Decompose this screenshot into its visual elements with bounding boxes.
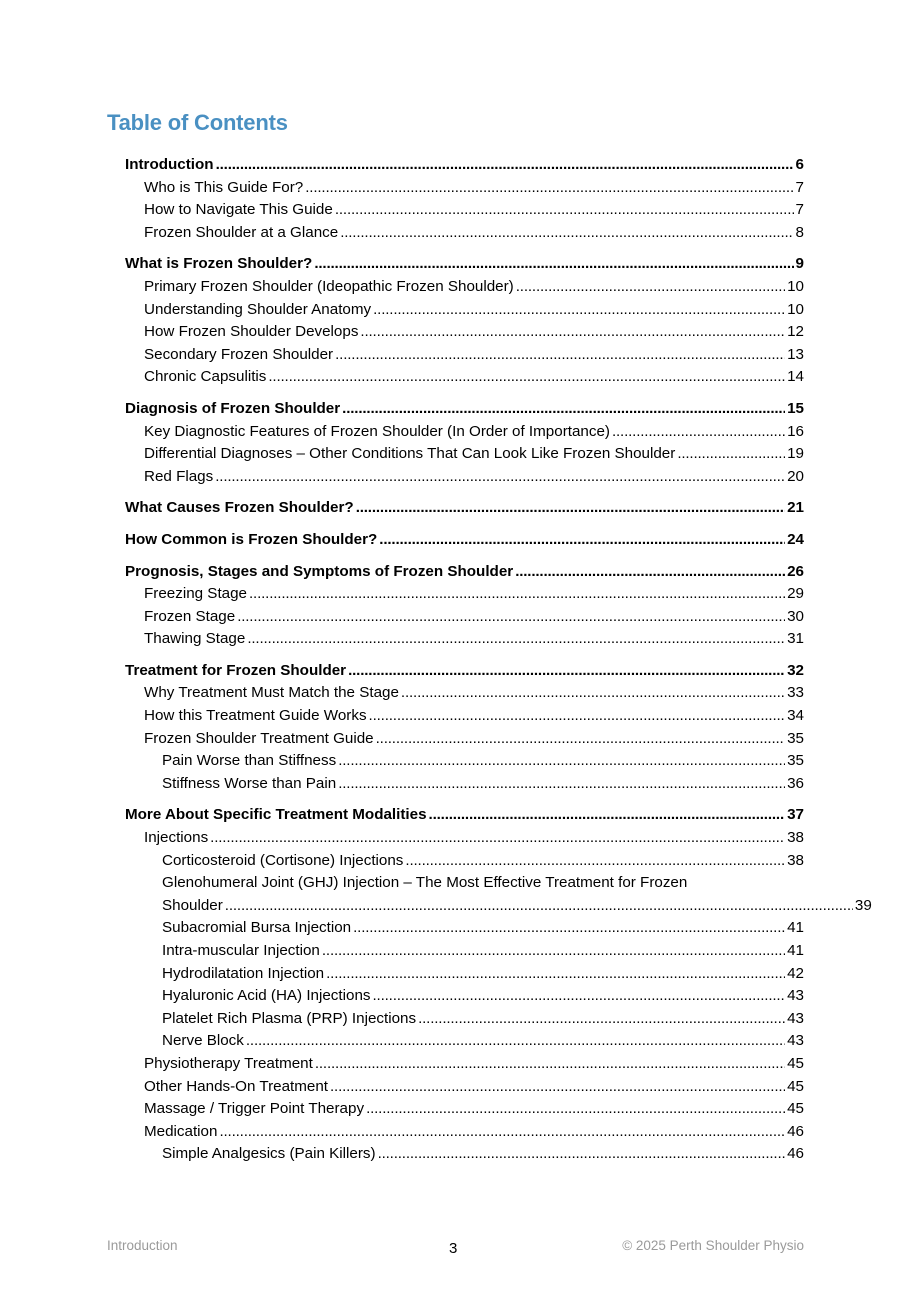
dot-leader (418, 1008, 785, 1031)
toc-entry-page: 9 (795, 255, 804, 273)
toc-entry[interactable] (107, 222, 804, 245)
toc-entry-page: 7 (795, 178, 804, 196)
dot-leader (338, 773, 785, 796)
dot-leader (429, 804, 786, 827)
toc-group (107, 660, 804, 796)
dot-leader (247, 628, 785, 651)
toc-entry[interactable] (107, 199, 804, 222)
table-of-contents (107, 154, 872, 1175)
dot-leader (376, 728, 785, 751)
dot-leader (366, 1098, 785, 1121)
toc-entry[interactable] (107, 299, 804, 322)
toc-entry[interactable] (107, 154, 804, 177)
toc-entry-page: 13 (787, 345, 804, 363)
toc-entry-title: Nerve Block (162, 1032, 244, 1050)
dot-leader (335, 199, 794, 222)
toc-entry-page: 12 (787, 323, 804, 341)
dot-leader (210, 827, 785, 850)
dot-leader (515, 561, 785, 584)
toc-entry[interactable] (107, 985, 804, 1008)
toc-group (107, 561, 804, 651)
toc-entry-page: 24 (787, 530, 804, 548)
toc-entry-title: Intra-muscular Injection (162, 942, 320, 959)
dot-leader (322, 940, 785, 963)
toc-entry-title: What is Frozen Shoulder? (125, 255, 313, 273)
toc-entry-title: Red Flags (144, 467, 214, 485)
dot-leader (516, 276, 785, 299)
toc-entry[interactable] (107, 466, 804, 489)
toc-entry[interactable] (107, 1030, 804, 1053)
toc-entry-page: 6 (795, 156, 804, 173)
toc-entry[interactable] (107, 850, 804, 873)
toc-entry[interactable] (107, 1121, 804, 1144)
page-title: Table of Contents (107, 110, 288, 135)
toc-entry[interactable] (107, 529, 804, 552)
toc-entry[interactable] (107, 497, 804, 520)
toc-entry-title: Who is This Guide For? (144, 178, 304, 196)
footer-page-number: 3 (449, 1240, 458, 1257)
toc-entry-page: 29 (787, 585, 804, 603)
toc-entry-title: Introduction (125, 156, 214, 173)
dot-leader (237, 606, 785, 629)
toc-entry-title: Pain Worse than Stiffness (162, 752, 337, 770)
dot-leader (348, 660, 785, 683)
toc-entry[interactable] (107, 1076, 804, 1099)
toc-entry-title: How this Treatment Guide Works (144, 707, 367, 725)
dot-leader (215, 466, 785, 489)
toc-entry-page: 45 (787, 1100, 804, 1118)
toc-entry-page: 37 (787, 806, 804, 824)
toc-group (107, 529, 804, 552)
toc-entry[interactable] (107, 398, 804, 421)
dot-leader (378, 1143, 786, 1166)
toc-entry-title: Corticosteroid (Cortisone) Injections (162, 851, 404, 869)
dot-leader (335, 344, 785, 367)
toc-entry[interactable] (107, 583, 804, 606)
toc-group (107, 253, 804, 389)
toc-entry-page: 33 (787, 684, 804, 702)
toc-entry[interactable] (107, 561, 804, 584)
dot-leader (315, 1053, 785, 1076)
toc-group (107, 804, 872, 1166)
toc-entry-page: 45 (787, 1054, 804, 1072)
toc-entry-page: 38 (787, 829, 804, 847)
dot-leader (612, 421, 785, 444)
toc-entry[interactable] (107, 940, 804, 963)
toc-entry[interactable] (107, 804, 804, 827)
dot-leader (326, 963, 785, 986)
toc-entry-title: Key Diagnostic Features of Frozen Shoulder (In Order of Importance) (144, 422, 610, 440)
toc-entry[interactable] (107, 628, 804, 651)
toc-entry-title: Platelet Rich Plasma (PRP) Injections (162, 1009, 417, 1027)
toc-entry[interactable] (107, 660, 804, 683)
toc-entry-title: Chronic Capsulitis (144, 368, 267, 386)
dot-leader (268, 366, 785, 389)
dot-leader (249, 583, 785, 606)
toc-entry[interactable] (107, 682, 804, 705)
toc-entry-title: How to Navigate This Guide (144, 201, 333, 219)
dot-leader (356, 497, 785, 520)
dot-leader (340, 222, 793, 245)
dot-leader (405, 850, 785, 873)
toc-group (107, 398, 804, 488)
dot-leader (353, 917, 785, 940)
toc-entry-title: Subacromial Bursa Injection (162, 919, 352, 937)
toc-entry-title: Frozen Shoulder Treatment Guide (144, 729, 374, 747)
dot-leader (305, 177, 793, 200)
toc-entry-title: Hydrodilatation Injection (162, 964, 325, 982)
dot-leader (401, 682, 785, 705)
toc-entry-page: 46 (787, 1122, 804, 1140)
toc-entry-title: More About Specific Treatment Modalities (125, 806, 427, 824)
toc-entry-title: Why Treatment Must Match the Stage (144, 684, 399, 702)
toc-entry-page: 43 (787, 987, 804, 1005)
toc-entry-page: 35 (787, 752, 804, 770)
toc-entry-title: Freezing Stage (144, 585, 247, 603)
toc-entry[interactable] (107, 917, 804, 940)
toc-entry-page: 43 (787, 1009, 804, 1027)
toc-entry-page: 19 (787, 445, 804, 463)
toc-entry[interactable] (107, 344, 804, 367)
toc-entry[interactable] (107, 443, 804, 466)
toc-entry-page: 15 (787, 399, 804, 417)
toc-entry-title: Prognosis, Stages and Symptoms of Frozen Shoulder (125, 562, 514, 580)
toc-entry-page: 10 (787, 277, 804, 295)
dot-leader (246, 1030, 785, 1053)
toc-entry[interactable] (107, 253, 804, 276)
dot-leader (360, 321, 785, 344)
toc-entry-title: Physiotherapy Treatment (144, 1054, 313, 1072)
toc-entry-page: 39 (854, 896, 872, 914)
toc-entry-title: How Frozen Shoulder Develops (144, 323, 359, 341)
toc-entry[interactable] (107, 1008, 804, 1031)
toc-entry-title: Hyaluronic Acid (HA) Injections (162, 987, 371, 1005)
dot-leader (225, 895, 853, 918)
toc-entry-page: 16 (787, 422, 804, 440)
dot-leader (373, 985, 786, 1008)
toc-entry-title: Frozen Stage (144, 607, 236, 625)
toc-entry[interactable] (107, 276, 804, 299)
toc-entry[interactable] (107, 366, 804, 389)
toc-entry-title: Stiffness Worse than Pain (162, 774, 337, 792)
toc-entry-page: 32 (787, 661, 804, 679)
toc-entry-page: 35 (787, 729, 804, 747)
toc-entry-page: 30 (787, 607, 804, 625)
dot-leader (342, 398, 785, 421)
toc-entry-page: 31 (787, 630, 804, 648)
toc-entry-title: Glenohumeral Joint (GHJ) Injection – The Most Effective Treatment for Frozen (162, 874, 688, 892)
toc-entry-page: 7 (795, 201, 804, 219)
dot-leader (314, 253, 793, 276)
dot-leader (379, 529, 785, 552)
dot-leader (373, 299, 785, 322)
toc-entry-page: 46 (787, 1145, 804, 1163)
toc-entry-page: 26 (787, 562, 804, 580)
footer-copyright: © 2025 Perth Shoulder Physio (622, 1238, 804, 1253)
toc-entry-title-continued: Shoulder (162, 896, 223, 914)
toc-entry-page: 36 (787, 774, 804, 792)
toc-group (107, 154, 804, 244)
toc-entry[interactable] (107, 750, 804, 773)
toc-entry-page: 20 (787, 467, 804, 485)
toc-entry-page: 41 (787, 942, 804, 959)
toc-entry[interactable] (107, 421, 804, 444)
toc-entry[interactable] (107, 705, 804, 728)
toc-entry-title: Massage / Trigger Point Therapy (144, 1100, 365, 1118)
dot-leader (219, 1121, 785, 1144)
toc-entry-page: 42 (787, 964, 804, 982)
toc-entry[interactable] (107, 177, 804, 200)
toc-entry-page: 41 (787, 919, 804, 937)
toc-entry-page: 10 (787, 300, 804, 318)
toc-entry-title: Primary Frozen Shoulder (Ideopathic Frozen Shoulder) (144, 277, 514, 295)
toc-entry-page: 21 (787, 499, 804, 517)
dot-leader (369, 705, 786, 728)
dot-leader (677, 443, 785, 466)
toc-entry-title: Thawing Stage (144, 630, 246, 648)
toc-entry-page: 8 (795, 223, 804, 241)
toc-entry-title: Diagnosis of Frozen Shoulder (125, 399, 341, 417)
toc-entry-page: 34 (787, 707, 804, 725)
toc-entry-page: 43 (787, 1032, 804, 1050)
toc-entry-title: What Causes Frozen Shoulder? (125, 499, 354, 517)
footer-section: Introduction (107, 1238, 178, 1253)
toc-entry[interactable] (107, 872, 872, 917)
toc-entry-title: Understanding Shoulder Anatomy (144, 300, 372, 318)
toc-entry-title: Frozen Shoulder at a Glance (144, 223, 339, 241)
dot-leader (338, 750, 785, 773)
toc-entry[interactable] (107, 963, 804, 986)
dot-leader (330, 1076, 785, 1099)
toc-entry-title: Secondary Frozen Shoulder (144, 345, 334, 363)
toc-entry-title: Injections (144, 829, 209, 847)
toc-entry-page: 14 (787, 368, 804, 386)
toc-entry[interactable] (107, 1098, 804, 1121)
toc-entry[interactable] (107, 1143, 804, 1166)
toc-entry[interactable] (107, 606, 804, 629)
toc-entry[interactable] (107, 321, 804, 344)
toc-entry[interactable] (107, 728, 804, 751)
dot-leader (216, 154, 794, 177)
toc-entry-title: Treatment for Frozen Shoulder (125, 661, 347, 679)
toc-entry-title: Medication (144, 1122, 218, 1140)
toc-entry[interactable] (107, 773, 804, 796)
toc-entry-page: 38 (787, 851, 804, 869)
toc-entry-title: Other Hands-On Treatment (144, 1077, 329, 1095)
toc-entry-title: Differential Diagnoses – Other Conditions That Can Look Like Frozen Shoulder (144, 445, 676, 463)
toc-entry[interactable] (107, 827, 804, 850)
toc-entry[interactable] (107, 1053, 804, 1076)
toc-entry-title: How Common is Frozen Shoulder? (125, 530, 378, 548)
toc-entry-page: 45 (787, 1077, 804, 1095)
toc-group (107, 497, 804, 520)
toc-entry-title: Simple Analgesics (Pain Killers) (162, 1145, 376, 1163)
